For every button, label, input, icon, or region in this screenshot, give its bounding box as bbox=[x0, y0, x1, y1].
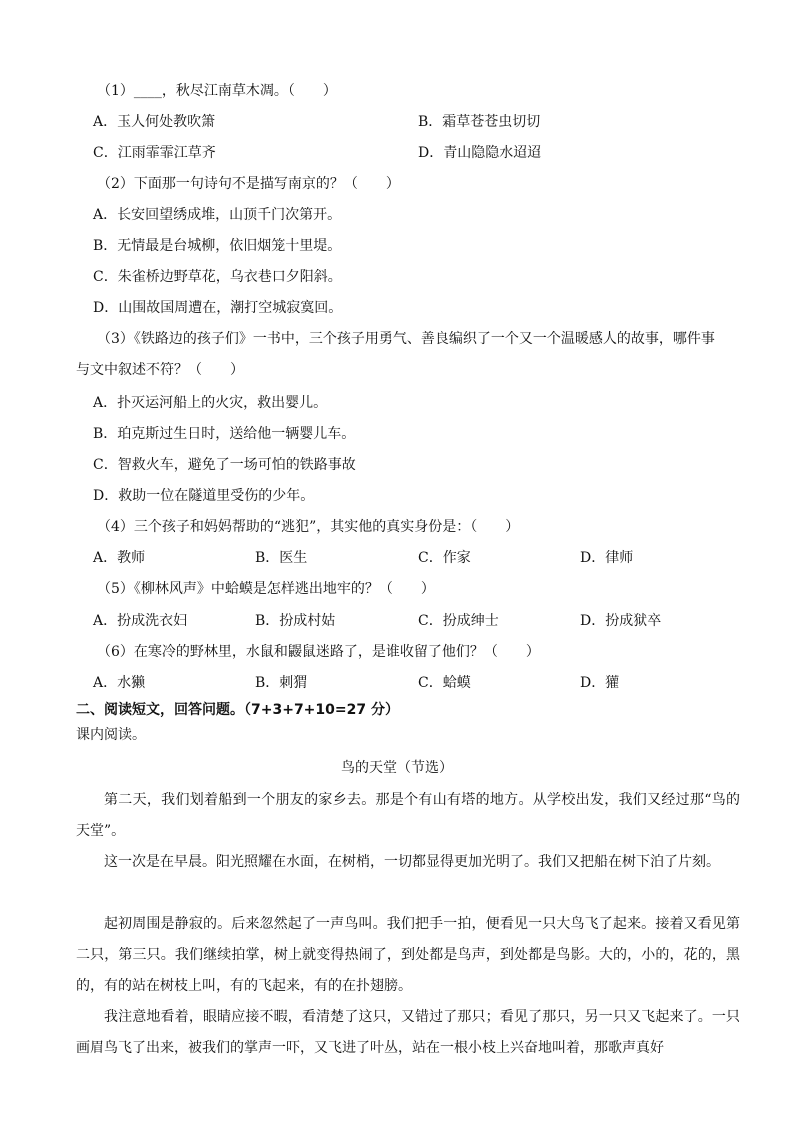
q4-option-d: D．律师 bbox=[580, 550, 634, 566]
q1-stem: （1）____，秋尽江南草木凋。（ ） bbox=[97, 83, 337, 99]
q3-stem-line-1: （3）《铁路边的孩子们》一书中，三个孩子用勇气、善良编织了一个又一个温暖感人的故事，哪件事 bbox=[97, 331, 715, 347]
q3-option-c: C．智救火车，避免了一场可怕的铁路事故 bbox=[93, 457, 356, 473]
q4-option-c: C．作家 bbox=[418, 550, 471, 566]
q4-option-b: B．医生 bbox=[255, 550, 308, 566]
q5-option-b: B．扮成村姑 bbox=[255, 613, 336, 629]
q6-option-a: A．水獭 bbox=[93, 675, 146, 691]
passage-title: 鸟的天堂（节选） bbox=[341, 760, 453, 776]
q2-stem: （2）下面那一句诗句不是描写南京的？（ ） bbox=[97, 176, 400, 192]
q3-option-d: D．救助一位在隧道里受伤的少年。 bbox=[93, 488, 315, 504]
q6-option-c: C．蛤蟆 bbox=[418, 675, 471, 691]
q5-option-a: A．扮成洗衣妇 bbox=[93, 613, 188, 629]
q3-option-b: B．珀克斯过生日时，送给他一辆婴儿车。 bbox=[93, 426, 356, 442]
q3-option-a: A．扑灭运河船上的火灾，救出婴儿。 bbox=[93, 395, 328, 411]
q3-stem-line-2: 与文中叙述不符？（ ） bbox=[76, 362, 244, 378]
q5-option-d: D．扮成狱卒 bbox=[580, 613, 662, 629]
q6-stem: （6）在寒冷的野林里，水鼠和鼹鼠迷路了，是谁收留了他们？（ ） bbox=[97, 644, 540, 660]
q4-stem: （4）三个孩子和妈妈帮助的“逃犯”，其实他的真实身份是：（ ） bbox=[97, 519, 520, 535]
passage-paragraph: 第二天，我们划着船到一个朋友的家乡去。那是个有山有塔的地方。从学校出发，我们又经过那“鸟的天堂”。 bbox=[76, 792, 740, 839]
q1-option-a: A．玉人何处教吹箫 bbox=[93, 114, 216, 130]
q2-option-d: D．山围故国周遭在，潮打空城寂寞回。 bbox=[93, 300, 343, 316]
q6-option-b: B．刺猬 bbox=[255, 675, 308, 691]
q1-option-c: C．江雨霏霏江草齐 bbox=[93, 145, 216, 161]
section-subheading: 课内阅读。 bbox=[76, 727, 146, 743]
q5-option-c: C．扮成绅士 bbox=[418, 613, 499, 629]
passage-paragraph: 这一次是在早晨。阳光照耀在水面，在树梢，一切都显得更加光明了。我们又把船在树下泊了片刻。 bbox=[104, 854, 720, 870]
passage-paragraph: 我注意地看着，眼睛应接不暇，看清楚了这只，又错过了那只；看见了那只，另一只又飞起来了。一只画眉鸟飞了出来，被我们的掌声一吓，又飞进了叶丛，站在一根小枝上兴奋地叫着，那歌声真好 bbox=[76, 1009, 740, 1056]
section-heading: 二、阅读短文，回答问题。（7+3+7+10=27 分） bbox=[76, 702, 399, 718]
q5-stem: （5）《柳林风声》中蛤蟆是怎样逃出地牢的？（ ） bbox=[97, 581, 435, 597]
passage-paragraph: 起初周围是静寂的。后来忽然起了一声鸟叫。我们把手一拍，便看见一只大鸟飞了起来。接着又看见第二只，第三只。我们继续拍掌，树上就变得热闹了，到处都是鸟声，到处都是鸟影。大的，小的，花的，黑的，有的站在树枝上叫，有的飞起来，有的在扑翅膀。 bbox=[76, 916, 740, 994]
q2-option-a: A．长安回望绣成堆，山顶千门次第开。 bbox=[93, 207, 342, 223]
q1-option-d: D．青山隐隐水迢迢 bbox=[418, 145, 542, 161]
q1-option-b: B．霜草苍苍虫切切 bbox=[418, 114, 541, 130]
q2-option-c: C．朱雀桥边野草花，乌衣巷口夕阳斜。 bbox=[93, 269, 342, 285]
q6-option-d: D．獾 bbox=[580, 675, 620, 691]
q2-option-b: B．无情最是台城柳，依旧烟笼十里堤。 bbox=[93, 238, 342, 254]
q4-option-a: A．教师 bbox=[93, 550, 146, 566]
